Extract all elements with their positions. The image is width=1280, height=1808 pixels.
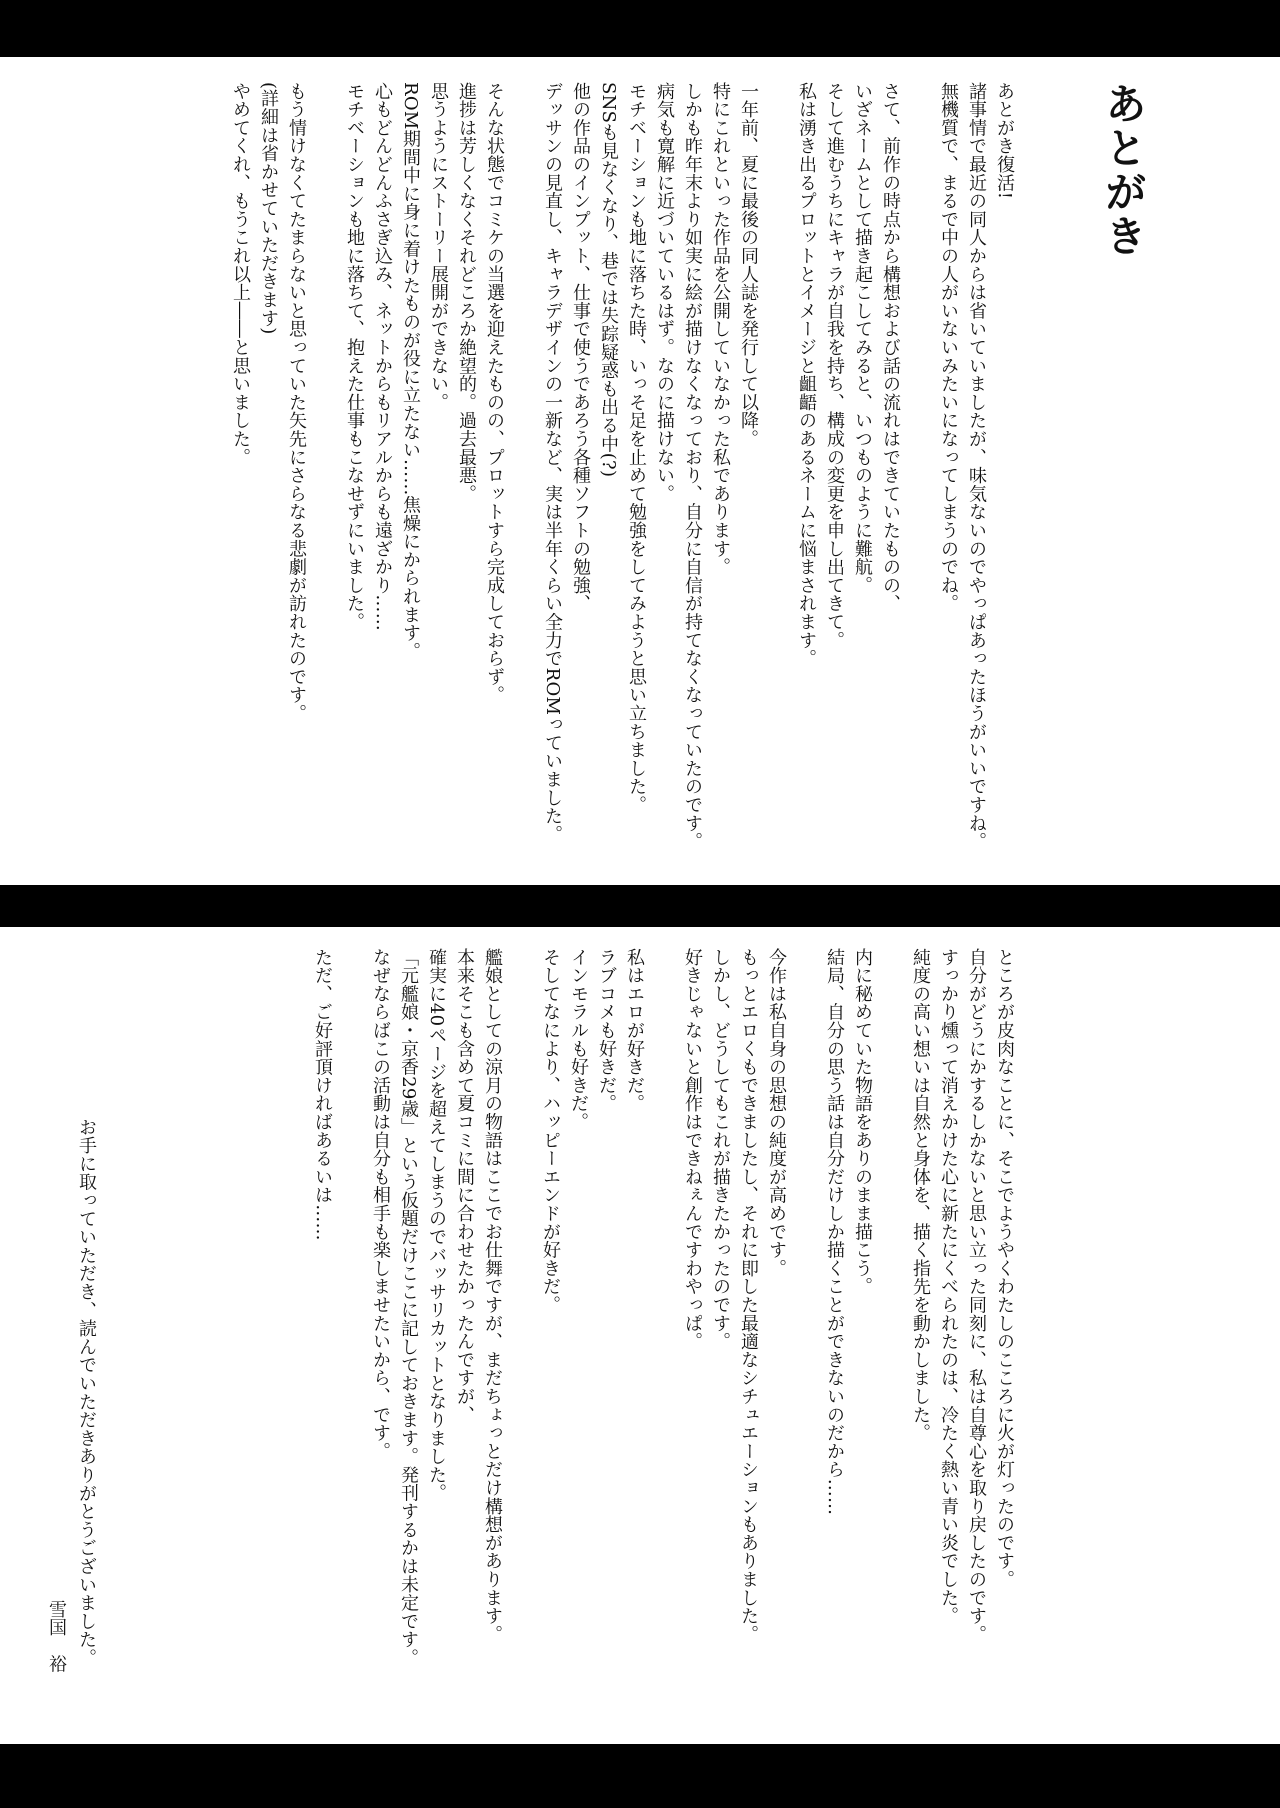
text-line: 一年前、夏に最後の同人誌を発行して以降。	[738, 82, 759, 448]
text-line: 内に秘めていた物語をありのまま描こう。	[852, 948, 873, 1296]
afterword-upper-block	[226, 82, 1018, 882]
paragraph-gap	[506, 948, 536, 1738]
text-line: ところが皮肉なことに、そこでようやくわたしのこころに火が灯ったのです。	[994, 948, 1015, 1589]
text-line: 純度の高い想いは自然と身体を、描く指先を動かしました。	[910, 948, 931, 1443]
text-line: あとがき復活!	[994, 82, 1015, 200]
text-line: 心もどんどんふさぎ込み、ネットからもリアルからも遠ざかり……	[372, 82, 393, 631]
text-line: 確実に40ページを超えてしまうのでバッサリカットとなりました。	[426, 948, 447, 1503]
text-line: 病気も寛解に近づいているはず。なのに描けない。	[654, 82, 675, 503]
text-line: すっかり燻って消えかけた心に新たにくべられたのは、冷たく熱い青い炎でした。	[938, 948, 959, 1626]
text-line: SNSも見なくなり、巷では失踪疑惑も出る中(?)	[598, 82, 619, 478]
text-line: 結局、自分の思う話は自分だけしか描くことができないのだから……	[824, 948, 845, 1516]
text-line: 思うようにストーリー展開ができない。	[428, 82, 449, 412]
paragraph-gap	[648, 948, 678, 1738]
paragraph-gap	[790, 948, 820, 1738]
bottom-black-band	[0, 1744, 1280, 1808]
text-line: 進捗は芳しくなくそれどころか絶望的。過去最悪。	[456, 82, 477, 503]
text-line: 艦娘としての涼月の物語はここでお仕舞ですが、まだちょっとだけ構想があります。	[482, 948, 503, 1644]
text-line: 「元艦娘・京香29歳」という仮題だけここに記しておきます。発刊するかは未定です。	[398, 948, 419, 1667]
text-line: 本来そこも含めて夏コミに間に合わせたかったんですが、	[454, 948, 475, 1424]
paragraph-gap	[336, 948, 366, 1738]
middle-black-band	[0, 885, 1280, 927]
text-line: 特にこれといった作品を公開していなかった私であります。	[710, 82, 731, 577]
text-line: しかも昨年末より如実に絵が描けなくなっており、自分に自信が持てなくなっていたのです。	[682, 82, 703, 851]
text-line: やめてくれ、もうこれ以上――と思いました。	[230, 82, 251, 467]
page-title: あとがき	[1099, 82, 1148, 258]
text-line: (詳細は省かせていただきます)	[258, 82, 279, 335]
paragraph-gap	[762, 82, 792, 882]
closing-thanks: お手に取っていただき、読んでいただきありがとうございました。	[76, 1118, 97, 1667]
text-line: もう情けなくてたまらないと思っていた矢先にさらなる悲劇が訪れたのです。	[286, 82, 307, 723]
paragraph-gap	[508, 82, 538, 882]
paragraph-gap	[904, 82, 934, 882]
text-line: 無機質で、まるで中の人がいないみたいになってしまうのでね。	[938, 82, 959, 613]
text-line: もっとエロくもできましたし、それに即した最適なシチュエーションもありました。	[738, 948, 759, 1644]
text-line: 今作は私自身の思想の純度が高めです。	[766, 948, 787, 1278]
text-line: そして進むうちにキャラが自我を持ち、構成の変更を申し出てきて。	[824, 82, 845, 650]
paragraph-gap	[876, 948, 906, 1738]
text-line: デッサンの見直し、キャラデザインの一新など、実は半年くらい全力でROMっていました。	[542, 82, 563, 844]
top-black-band	[0, 0, 1280, 57]
text-line: そしてなにより、ハッピーエンドが好きだ。	[540, 948, 561, 1314]
text-line: そんな状態でコミケの当選を迎えたものの、プロットすら完成しておらず。	[484, 82, 505, 705]
text-line: ラブコメも好きだ。	[596, 948, 617, 1113]
text-line: モチベーションも地に落ちた時、いっそ足を止めて勉強をしてみようと思い立ちました。	[626, 82, 647, 814]
text-line: しかし、どうしてもこれが描きたかったのです。	[710, 948, 731, 1351]
text-line: さて、前作の時点から構想および話の流れはできていたものの、	[880, 82, 901, 613]
text-line: 諸事情で最近の同人からは省いていましたが、味気ないのでやっぱあったほうがいいですね。	[966, 82, 987, 851]
paragraph-gap	[310, 82, 340, 882]
text-line: 好きじゃないと創作はできねぇんですわやっぱ。	[682, 948, 703, 1351]
text-line: 他の作品のインプット、仕事で使うであろう各種ソフトの勉強、	[570, 82, 591, 613]
text-line: なぜならばこの活動は自分も相手も楽しませたいから、です。	[370, 948, 391, 1461]
text-line: インモラルも好きだ。	[568, 948, 589, 1131]
text-line: ただ、ご好評頂ければあるいは……	[312, 948, 333, 1241]
text-line: 私はエロが好きだ。	[624, 948, 645, 1113]
author-signature: 雪国 裕	[46, 1600, 67, 1674]
text-line: 自分がどうにかするしかないと思い立った同刻に、私は自尊心を取り戻したのです。	[966, 948, 987, 1644]
text-line: ROM期間中に身に着けたものが役に立たない……焦燥にかられます。	[400, 82, 421, 661]
text-line: いざネームとして描き起こしてみると、いつものように難航。	[852, 82, 873, 595]
text-line: モチベーションも地に落ちて、抱えた仕事もこなせずにいました。	[344, 82, 365, 631]
text-line: 私は湧き出るプロットとイメージと齟齬のあるネームに悩まされます。	[796, 82, 817, 668]
afterword-lower-block	[308, 948, 1018, 1738]
